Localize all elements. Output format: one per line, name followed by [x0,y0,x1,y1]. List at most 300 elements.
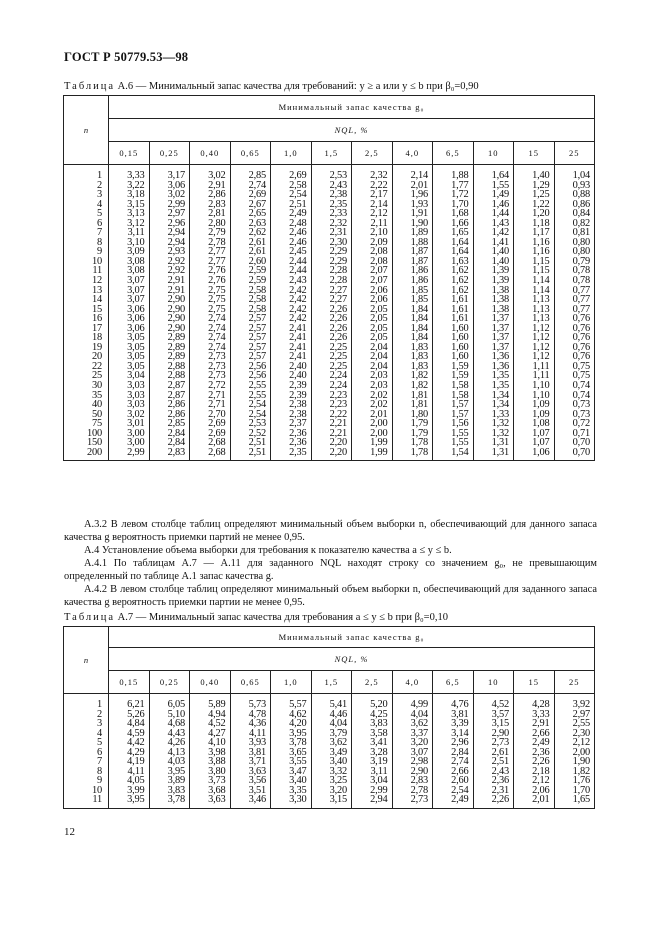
value-cell: 5,73 [230,694,271,710]
value-cell: 3,28 [352,748,393,758]
value-cell: 2,38 [271,410,312,420]
value-cell: 2,87 [149,381,190,391]
value-cell: 2,63 [230,219,271,229]
value-cell: 2,51 [271,200,312,210]
value-cell: 0,82 [554,219,595,229]
value-cell: 0,73 [554,400,595,410]
sample-size-cell: 4 [64,200,109,210]
value-cell: 1,54 [433,448,474,461]
value-cell: 2,51 [473,757,514,767]
paragraph-a42-text: А.4.2 В левом столбце таблиц определяют минимальный объем выборки n, обеспечивающий для заданного запаса качества g вероятность приемки партии не менее 0,95. [64,584,597,608]
value-cell: 2,14 [392,165,433,181]
value-cell: 1,70 [554,786,595,796]
value-cell: 2,73 [190,362,231,372]
table-row [64,448,595,461]
value-cell: 2,54 [230,410,271,420]
value-cell: 3,11 [109,228,150,238]
value-cell: 3,06 [109,314,150,324]
value-cell: 1,79 [392,419,433,429]
value-cell: 2,35 [311,200,352,210]
value-cell: 3,89 [149,776,190,786]
value-cell: 3,92 [554,694,595,710]
n-column-header: n [64,627,109,694]
nql-column-header: 15 [514,142,555,165]
value-cell: 1,87 [392,257,433,267]
value-cell: 4,29 [109,748,150,758]
value-cell: 1,84 [392,305,433,315]
value-cell: 2,39 [271,391,312,401]
value-cell: 2,01 [514,795,555,808]
value-cell: 3,30 [271,795,312,808]
value-cell: 0,79 [554,257,595,267]
value-cell: 2,01 [352,410,393,420]
sample-size-cell: 2 [64,181,109,191]
value-cell: 2,36 [271,438,312,448]
value-cell: 1,63 [433,257,474,267]
value-cell: 5,10 [149,710,190,720]
value-cell: 2,06 [352,295,393,305]
value-cell: 2,28 [311,276,352,286]
value-cell: 1,38 [473,305,514,315]
value-cell: 1,58 [433,391,474,401]
value-cell: 0,75 [554,362,595,372]
value-cell: 2,60 [230,257,271,267]
value-cell: 1,15 [514,266,555,276]
value-cell: 3,07 [109,276,150,286]
value-cell: 2,89 [149,352,190,362]
value-cell: 0,80 [554,247,595,257]
value-cell: 2,76 [190,266,231,276]
value-cell: 2,74 [190,343,231,353]
value-cell: 2,75 [190,286,231,296]
value-cell: 3,58 [352,729,393,739]
value-cell: 2,90 [149,314,190,324]
sample-size-cell: 150 [64,438,109,448]
value-cell: 2,69 [190,429,231,439]
value-cell: 3,40 [311,757,352,767]
value-cell: 2,26 [514,757,555,767]
value-cell: 2,86 [149,410,190,420]
value-cell: 0,70 [554,448,595,461]
sample-size-cell: 8 [64,767,109,777]
value-cell: 1,13 [514,314,555,324]
value-cell: 1,84 [392,314,433,324]
value-cell: 3,63 [230,767,271,777]
value-cell: 1,84 [392,324,433,334]
value-cell: 1,38 [473,286,514,296]
n-column-header: n [64,96,109,165]
value-cell: 2,79 [190,228,231,238]
value-cell: 4,11 [230,729,271,739]
value-cell: 2,54 [433,786,474,796]
value-cell: 2,93 [149,247,190,257]
value-cell: 2,26 [311,333,352,343]
value-cell: 2,74 [230,181,271,191]
value-cell: 1,08 [514,419,555,429]
value-cell: 1,79 [392,429,433,439]
sample-size-cell: 3 [64,719,109,729]
value-cell: 1,37 [473,343,514,353]
value-cell: 2,85 [230,165,271,181]
value-cell: 4,36 [230,719,271,729]
value-cell: 2,90 [392,767,433,777]
value-cell: 3,08 [109,257,150,267]
value-cell: 2,44 [271,257,312,267]
value-cell: 2,70 [190,410,231,420]
value-cell: 4,10 [190,738,231,748]
value-cell: 3,18 [109,190,150,200]
value-cell: 2,25 [311,362,352,372]
value-cell: 2,42 [271,286,312,296]
nql-column-header: 4,0 [392,142,433,165]
sample-size-cell: 3 [64,190,109,200]
table-a6-head-top: Минимальный запас качества g₀ [109,96,595,119]
value-cell: 3,78 [149,795,190,808]
value-cell: 1,60 [433,352,474,362]
value-cell: 2,46 [271,228,312,238]
value-cell: 4,13 [149,748,190,758]
value-cell: 2,29 [311,247,352,257]
table-a7-body [64,694,595,809]
value-cell: 2,57 [230,343,271,353]
table-a7-caption-text: А.7 — Минимальный запас качества для требования a ≤ y ≤ b при β₀=0,10 [115,612,448,623]
value-cell: 2,42 [271,295,312,305]
value-cell: 1,36 [473,362,514,372]
value-cell: 2,60 [433,776,474,786]
value-cell: 2,32 [311,219,352,229]
value-cell: 1,13 [514,305,555,315]
value-cell: 1,62 [433,276,474,286]
value-cell: 1,72 [433,190,474,200]
value-cell: 2,99 [149,200,190,210]
value-cell: 2,26 [311,305,352,315]
table-a6-caption-prefix: Таблица [64,81,116,92]
value-cell: 0,76 [554,352,595,362]
value-cell: 3,20 [392,738,433,748]
value-cell: 4,52 [190,719,231,729]
sample-size-cell: 17 [64,324,109,334]
value-cell: 2,05 [352,333,393,343]
value-cell: 1,83 [392,343,433,353]
value-cell: 3,88 [190,757,231,767]
value-cell: 3,32 [311,767,352,777]
value-cell: 2,81 [190,209,231,219]
value-cell: 1,62 [433,266,474,276]
value-cell: 2,20 [311,448,352,461]
value-cell: 3,65 [271,748,312,758]
value-cell: 3,73 [190,776,231,786]
value-cell: 2,26 [473,795,514,808]
value-cell: 2,28 [311,266,352,276]
value-cell: 1,64 [473,165,514,181]
value-cell: 0,71 [554,429,595,439]
value-cell: 2,01 [392,181,433,191]
value-cell: 4,42 [109,738,150,748]
nql-column-header: 1,5 [311,671,352,694]
value-cell: 1,65 [554,795,595,808]
nql-column-header: 2,5 [352,671,393,694]
value-cell: 2,09 [352,238,393,248]
value-cell: 2,53 [230,419,271,429]
value-cell: 0,76 [554,333,595,343]
paragraph-a4-text: А.4 Установление объема выборки для требования к показателю качества a ≤ y ≤ b. [84,545,452,556]
value-cell: 2,43 [473,767,514,777]
value-cell: 2,83 [149,448,190,461]
value-cell: 3,02 [190,165,231,181]
value-cell: 2,54 [271,190,312,200]
value-cell: 2,08 [352,247,393,257]
value-cell: 3,17 [149,165,190,181]
value-cell: 2,69 [230,190,271,200]
sample-size-cell: 35 [64,391,109,401]
value-cell: 3,83 [352,719,393,729]
value-cell: 2,77 [190,257,231,267]
value-cell: 2,23 [311,400,352,410]
value-cell: 4,03 [149,757,190,767]
value-cell: 2,94 [352,795,393,808]
value-cell: 2,44 [271,266,312,276]
value-cell: 1,12 [514,343,555,353]
value-cell: 2,94 [149,228,190,238]
value-cell: 1,38 [473,295,514,305]
sample-size-cell: 9 [64,247,109,257]
value-cell: 1,46 [473,200,514,210]
value-cell: 0,73 [554,410,595,420]
nql-column-header: 0,25 [149,671,190,694]
table-row [64,694,595,710]
nql-column-header: 25 [554,142,595,165]
value-cell: 0,88 [554,190,595,200]
value-cell: 1,90 [554,757,595,767]
value-cell: 4,11 [109,767,150,777]
value-cell: 1,83 [392,362,433,372]
sample-size-cell: 7 [64,757,109,767]
value-cell: 3,81 [230,748,271,758]
value-cell: 2,74 [190,324,231,334]
value-cell: 2,68 [190,438,231,448]
value-cell: 1,82 [392,371,433,381]
value-cell: 1,91 [392,209,433,219]
value-cell: 2,45 [271,247,312,257]
value-cell: 1,37 [473,333,514,343]
sample-size-cell: 18 [64,333,109,343]
value-cell: 2,66 [514,729,555,739]
value-cell: 2,26 [311,324,352,334]
table-a6-nql-row [64,142,595,165]
sample-size-cell: 22 [64,362,109,372]
value-cell: 1,96 [392,190,433,200]
value-cell: 2,40 [271,371,312,381]
value-cell: 2,62 [230,228,271,238]
value-cell: 2,74 [190,314,231,324]
value-cell: 3,57 [473,710,514,720]
value-cell: 2,74 [433,757,474,767]
value-cell: 2,84 [149,438,190,448]
paragraph-a41-text: А.4.1 По таблицам А.7 — А.11 для заданного NQL находят строку со значением g₀, не превышающим определенный по таблице А.1 запас качества g. [64,558,597,582]
nql-column-header: 15 [514,671,555,694]
value-cell: 4,84 [109,719,150,729]
table-a6-head-nql: NQL, % [109,119,595,142]
value-cell: 2,25 [311,343,352,353]
value-cell: 2,46 [271,238,312,248]
value-cell: 1,33 [473,410,514,420]
value-cell: 3,68 [190,786,231,796]
value-cell: 3,51 [230,786,271,796]
value-cell: 3,47 [271,767,312,777]
value-cell: 3,83 [149,786,190,796]
value-cell: 3,63 [190,795,231,808]
value-cell: 3,79 [311,729,352,739]
value-cell: 2,58 [230,295,271,305]
value-cell: 1,42 [473,228,514,238]
value-cell: 0,86 [554,200,595,210]
value-cell: 3,03 [109,391,150,401]
value-cell: 3,06 [109,324,150,334]
value-cell: 1,90 [392,219,433,229]
value-cell: 1,55 [433,438,474,448]
value-cell: 3,15 [109,200,150,210]
value-cell: 1,49 [473,190,514,200]
value-cell: 1,70 [433,200,474,210]
value-cell: 1,56 [433,419,474,429]
value-cell: 2,35 [271,448,312,461]
table-row [64,165,595,181]
value-cell: 3,14 [433,729,474,739]
sample-size-cell: 5 [64,738,109,748]
value-cell: 0,84 [554,209,595,219]
value-cell: 4,05 [109,776,150,786]
value-cell: 1,82 [392,381,433,391]
value-cell: 3,15 [473,719,514,729]
value-cell: 3,02 [149,190,190,200]
paragraph-a32 [64,518,597,544]
value-cell: 2,76 [190,276,231,286]
value-cell: 2,03 [352,381,393,391]
sample-size-cell: 15 [64,305,109,315]
value-cell: 2,90 [473,729,514,739]
nql-column-header: 1,5 [311,142,352,165]
sample-size-cell: 19 [64,343,109,353]
value-cell: 2,20 [311,438,352,448]
value-cell: 3,25 [311,776,352,786]
value-cell: 1,34 [473,391,514,401]
value-cell: 2,84 [149,429,190,439]
table-a7-caption [64,612,448,623]
value-cell: 4,52 [473,694,514,710]
value-cell: 2,66 [433,767,474,777]
sample-size-cell: 11 [64,266,109,276]
value-cell: 1,17 [514,228,555,238]
sample-size-cell: 2 [64,710,109,720]
value-cell: 0,78 [554,276,595,286]
sample-size-cell: 200 [64,448,109,461]
value-cell: 2,00 [554,748,595,758]
value-cell: 1,14 [514,286,555,296]
value-cell: 0,76 [554,343,595,353]
value-cell: 1,83 [392,352,433,362]
value-cell: 2,69 [190,419,231,429]
value-cell: 3,05 [109,333,150,343]
nql-column-header: 4,0 [392,671,433,694]
value-cell: 1,58 [433,381,474,391]
value-cell: 1,37 [473,324,514,334]
nql-column-header: 1,0 [271,142,312,165]
value-cell: 2,91 [149,276,190,286]
value-cell: 1,62 [433,286,474,296]
table-a7-caption-prefix: Таблица [64,612,116,623]
value-cell: 2,29 [311,257,352,267]
value-cell: 2,07 [352,266,393,276]
value-cell: 2,24 [311,381,352,391]
value-cell: 3,39 [433,719,474,729]
value-cell: 2,05 [352,314,393,324]
value-cell: 2,56 [230,362,271,372]
sample-size-cell: 100 [64,429,109,439]
value-cell: 4,25 [352,710,393,720]
value-cell: 2,40 [271,362,312,372]
value-cell: 2,83 [392,776,433,786]
nql-column-header: 1,0 [271,671,312,694]
sample-size-cell: 16 [64,314,109,324]
value-cell: 2,49 [271,209,312,219]
sample-size-cell: 1 [64,694,109,710]
value-cell: 1,57 [433,410,474,420]
value-cell: 3,03 [109,381,150,391]
value-cell: 3,22 [109,181,150,191]
value-cell: 2,00 [352,419,393,429]
value-cell: 2,52 [230,429,271,439]
value-cell: 2,10 [352,228,393,238]
value-cell: 1,41 [473,238,514,248]
value-cell: 2,06 [352,286,393,296]
value-cell: 2,92 [149,257,190,267]
value-cell: 2,36 [514,748,555,758]
value-cell: 2,58 [230,305,271,315]
value-cell: 1,81 [392,400,433,410]
value-cell: 2,57 [230,324,271,334]
value-cell: 4,68 [149,719,190,729]
value-cell: 1,80 [392,410,433,420]
value-cell: 1,88 [433,165,474,181]
value-cell: 1,04 [554,165,595,181]
value-cell: 1,68 [433,209,474,219]
value-cell: 1,76 [554,776,595,786]
value-cell: 3,46 [230,795,271,808]
value-cell: 4,76 [433,694,474,710]
sample-size-cell: 11 [64,795,109,808]
value-cell: 1,64 [433,238,474,248]
sample-size-cell: 14 [64,295,109,305]
value-cell: 1,10 [514,391,555,401]
value-cell: 4,99 [392,694,433,710]
value-cell: 2,78 [392,786,433,796]
value-cell: 3,07 [392,748,433,758]
value-cell: 0,77 [554,305,595,315]
value-cell: 2,00 [352,429,393,439]
value-cell: 2,22 [352,181,393,191]
value-cell: 2,74 [190,333,231,343]
value-cell: 2,86 [190,190,231,200]
value-cell: 0,75 [554,371,595,381]
value-cell: 2,67 [230,200,271,210]
value-cell: 3,81 [433,710,474,720]
value-cell: 2,36 [473,776,514,786]
value-cell: 2,27 [311,295,352,305]
value-cell: 6,21 [109,694,150,710]
sample-size-cell: 4 [64,729,109,739]
value-cell: 4,04 [392,710,433,720]
value-cell: 1,43 [473,219,514,229]
